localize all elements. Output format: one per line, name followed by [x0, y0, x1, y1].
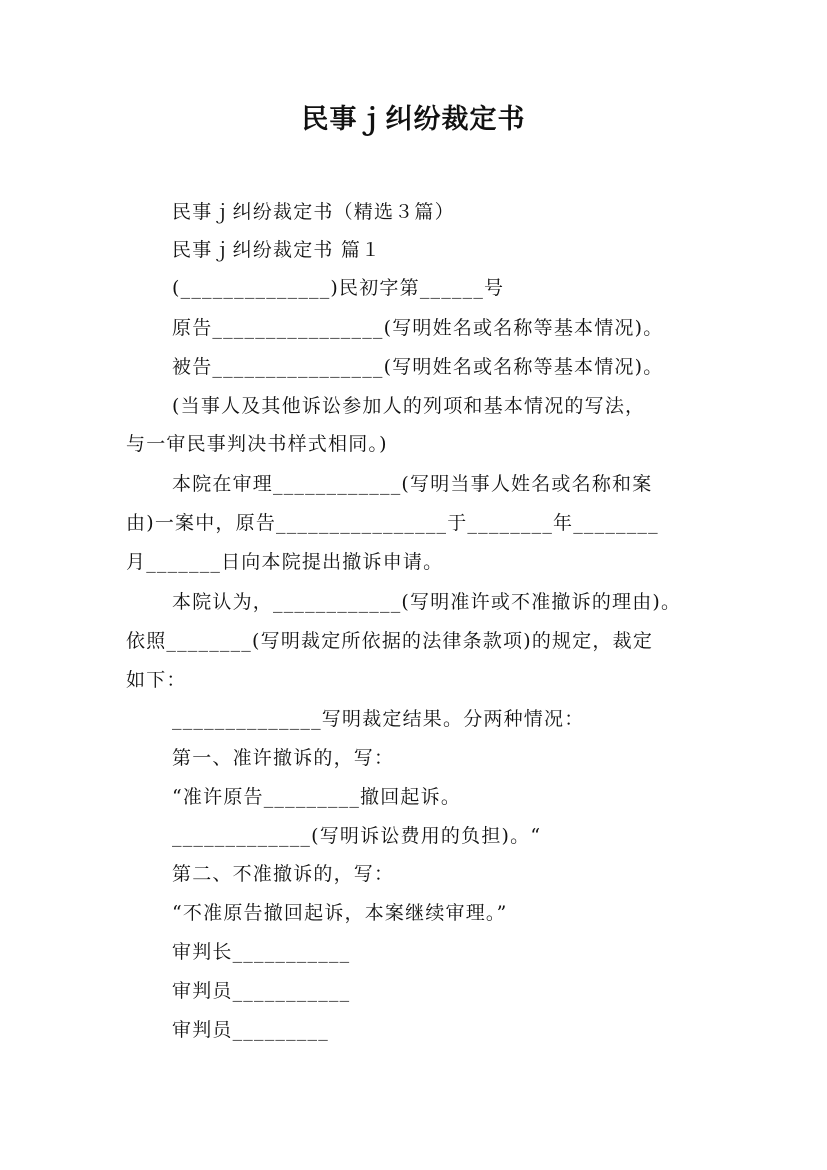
- judge-signature: 审判员_________: [172, 1019, 329, 1041]
- case-one-heading: 第一、准许撤诉的，写：: [172, 747, 395, 769]
- legal-basis-line: 依照________(写明裁定所依据的法律条款项)的规定，裁定: [126, 630, 654, 652]
- parties-note-line-continued: 与一审民事判决书样式相同。): [126, 433, 388, 455]
- case-one-text: “准许原告_________撤回起诉。: [172, 786, 462, 808]
- defendant-line: 被告________________(写明姓名或名称等基本情况)。: [172, 356, 664, 378]
- review-paragraph-line: 本院在审理____________(写明当事人姓名或名称和案: [172, 473, 653, 495]
- parties-note-line: (当事人及其他诉讼参加人的列项和基本情况的写法，: [172, 395, 646, 417]
- subtitle-line: 民事ｊ纠纷裁定书（精选３篇）: [172, 201, 455, 223]
- presiding-judge-signature: 审判长___________: [172, 941, 351, 963]
- judge-signature: 审判员___________: [172, 980, 351, 1002]
- case-two-heading: 第二、不准撤诉的，写：: [172, 863, 395, 885]
- legal-basis-line-continued: 如下：: [126, 669, 187, 691]
- ruling-result-line: ______________写明裁定结果。分两种情况：: [172, 708, 585, 730]
- case-number-line: (______________)民初字第______号: [172, 277, 505, 299]
- case-two-text: “不准原告撤回起诉，本案继续审理。”: [172, 902, 508, 924]
- case-one-costs: _____________(写明诉讼费用的负担)。“: [172, 825, 542, 847]
- review-paragraph-line: 月_______日向本院提出撤诉申请。: [126, 551, 444, 573]
- section-heading: 民事ｊ纠纷裁定书 篇１: [172, 239, 382, 261]
- court-opinion-line: 本院认为，____________(写明准许或不准撤诉的理由)。: [172, 591, 682, 613]
- plaintiff-line: 原告________________(写明姓名或名称等基本情况)。: [172, 317, 664, 339]
- document-title: 民事ｊ纠纷裁定书: [301, 104, 526, 135]
- review-paragraph-line: 由)一案中，原告________________于________年________: [126, 512, 659, 534]
